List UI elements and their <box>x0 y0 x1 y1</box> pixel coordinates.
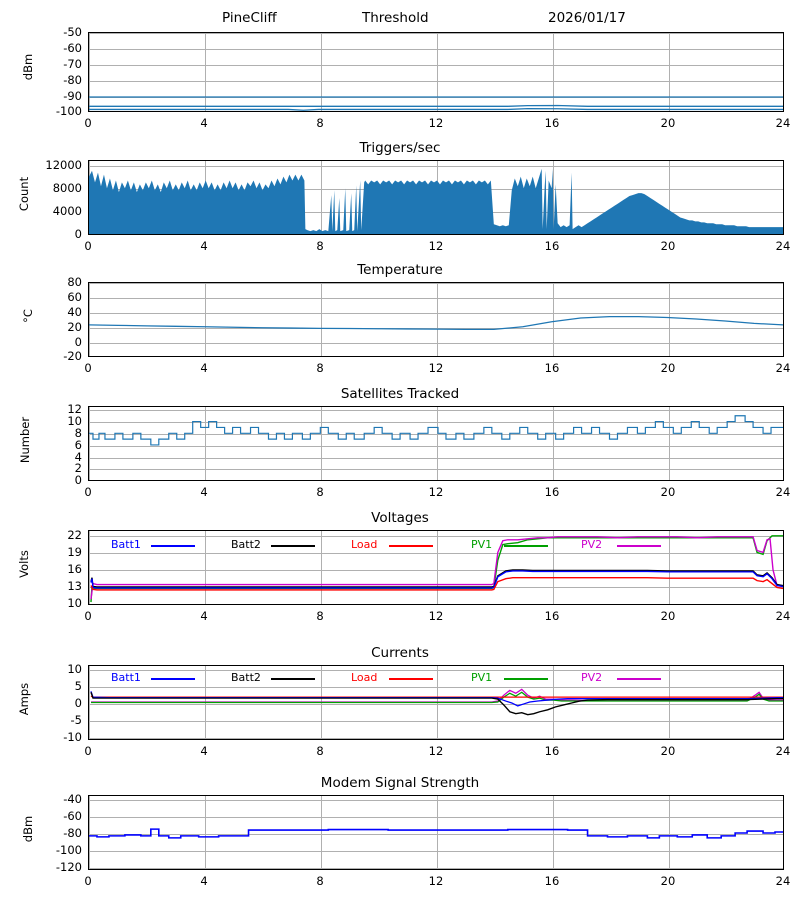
ytick: 16 <box>67 562 82 576</box>
legend-swatch-load <box>389 545 433 547</box>
xtick: 20 <box>660 239 676 253</box>
plot-area-threshold <box>88 32 784 112</box>
xtick: 16 <box>544 116 560 130</box>
xtick: 4 <box>200 609 208 623</box>
ytick: -60 <box>63 809 82 823</box>
xtick: 24 <box>775 485 791 499</box>
legend-swatch-pv1 <box>504 678 548 680</box>
legend-swatch-batt2 <box>271 678 315 680</box>
xtick: 12 <box>428 239 444 253</box>
series-triggers <box>89 161 783 234</box>
xtick: 0 <box>84 609 92 623</box>
ytick: 80 <box>67 275 82 289</box>
xtick: 20 <box>660 609 676 623</box>
ytick: 8000 <box>52 181 82 195</box>
legend-swatch-batt2 <box>271 545 315 547</box>
xtick: 12 <box>428 609 444 623</box>
chart-satellites <box>0 386 800 499</box>
ylabel-modem: dBm <box>21 815 35 843</box>
xtick: 12 <box>428 485 444 499</box>
plot-area-satellites <box>88 406 784 481</box>
plot-area-voltages <box>88 530 784 605</box>
ylabel-triggers: Count <box>17 176 31 212</box>
title-modem: Modem Signal Strength <box>320 775 480 791</box>
xtick: 8 <box>316 361 324 375</box>
ytick: 2 <box>74 461 82 475</box>
legend-label-load: Load <box>351 538 378 551</box>
plot-area-currents <box>88 665 784 740</box>
xtick: 16 <box>544 874 560 888</box>
xtick: 24 <box>775 239 791 253</box>
ytick: -40 <box>63 792 82 806</box>
xtick: 4 <box>200 874 208 888</box>
legend-swatch-batt1 <box>151 678 195 680</box>
xtick: 20 <box>660 485 676 499</box>
ytick: 0 <box>74 335 82 349</box>
title-satellites: Satellites Tracked <box>340 386 460 402</box>
title-voltages: Voltages <box>371 510 429 526</box>
xtick: 8 <box>316 485 324 499</box>
xtick: 0 <box>84 485 92 499</box>
series-temperature <box>89 283 783 356</box>
legend-swatch-pv2 <box>617 678 661 680</box>
xtick: 4 <box>200 485 208 499</box>
legend-label-pv1: PV1 <box>471 538 493 551</box>
xtick: 20 <box>660 116 676 130</box>
ytick: -5 <box>70 713 82 727</box>
legend-swatch-batt1 <box>151 545 195 547</box>
chart-triggers <box>0 140 800 253</box>
xtick: 20 <box>660 744 676 758</box>
xtick: 20 <box>660 361 676 375</box>
chart-temperature <box>0 262 800 375</box>
ytick: 10 <box>67 414 82 428</box>
station-title: PineCliff <box>222 10 277 26</box>
ytick: -120 <box>55 860 82 874</box>
xtick: 0 <box>84 744 92 758</box>
ytick: -100 <box>55 843 82 857</box>
chart-modem <box>0 775 800 890</box>
xtick: 4 <box>200 744 208 758</box>
ytick: 60 <box>67 290 82 304</box>
xtick: 20 <box>660 874 676 888</box>
xtick: 8 <box>316 744 324 758</box>
plot-area-modem <box>88 795 784 870</box>
ytick: 22 <box>67 528 82 542</box>
ytick: -90 <box>63 89 82 103</box>
legend-swatch-pv1 <box>504 545 548 547</box>
series-satellites <box>89 407 783 480</box>
xtick: 16 <box>544 609 560 623</box>
ytick: -10 <box>63 730 82 744</box>
ytick: 10 <box>67 596 82 610</box>
ytick: -100 <box>55 104 82 118</box>
series-voltages <box>89 531 783 604</box>
ytick: -80 <box>63 73 82 87</box>
ytick: -60 <box>63 41 82 55</box>
legend-label-batt1: Batt1 <box>111 538 141 551</box>
series-currents <box>89 666 783 739</box>
legend-label-batt2: Batt2 <box>231 671 261 684</box>
xtick: 4 <box>200 361 208 375</box>
plot-area-temperature <box>88 282 784 357</box>
ytick: 12000 <box>45 158 82 172</box>
ytick: -70 <box>63 57 82 71</box>
xtick: 16 <box>544 485 560 499</box>
legend-label-pv2: PV2 <box>581 538 603 551</box>
chart-voltages <box>0 510 800 623</box>
legend-label-batt1: Batt1 <box>111 671 141 684</box>
ytick: 6 <box>74 438 82 452</box>
legend-swatch-pv2 <box>617 545 661 547</box>
xtick: 0 <box>84 874 92 888</box>
chart-threshold <box>0 25 800 130</box>
legend-label-batt2: Batt2 <box>231 538 261 551</box>
xtick: 24 <box>775 874 791 888</box>
ytick: 4 <box>74 450 82 464</box>
xtick: 12 <box>428 361 444 375</box>
xtick: 24 <box>775 361 791 375</box>
xtick: 24 <box>775 116 791 130</box>
ytick: 8 <box>74 426 82 440</box>
plot-area-triggers <box>88 160 784 235</box>
date-title: 2026/01/17 <box>548 10 626 26</box>
xtick: 16 <box>544 239 560 253</box>
xtick: 12 <box>428 874 444 888</box>
xtick: 24 <box>775 744 791 758</box>
ytick: 5 <box>74 679 82 693</box>
xtick: 0 <box>84 239 92 253</box>
ytick: -20 <box>63 349 82 363</box>
ytick: 0 <box>74 227 82 241</box>
title-triggers: Triggers/sec <box>359 140 441 156</box>
ytick: 4000 <box>52 204 82 218</box>
ytick: -50 <box>63 25 82 39</box>
ylabel-threshold: dBm <box>21 53 35 81</box>
ytick: 19 <box>67 545 82 559</box>
legend-label-pv1: PV1 <box>471 671 493 684</box>
ytick: 0 <box>74 696 82 710</box>
ytick: -80 <box>63 826 82 840</box>
xtick: 12 <box>428 744 444 758</box>
xtick: 8 <box>316 874 324 888</box>
xtick: 8 <box>316 609 324 623</box>
ytick: 12 <box>67 402 82 416</box>
ytick: 13 <box>67 579 82 593</box>
xtick: 16 <box>544 361 560 375</box>
title-currents: Currents <box>371 645 429 661</box>
legend-label-load: Load <box>351 671 378 684</box>
ytick: 40 <box>67 305 82 319</box>
ylabel-currents: Amps <box>17 682 31 716</box>
xtick: 12 <box>428 116 444 130</box>
ytick: 0 <box>74 473 82 487</box>
legend-label-pv2: PV2 <box>581 671 603 684</box>
xtick: 0 <box>84 361 92 375</box>
ylabel-voltages: Volts <box>17 550 31 578</box>
xtick: 4 <box>200 116 208 130</box>
xtick: 4 <box>200 239 208 253</box>
ylabel-temperature: °C <box>21 309 35 323</box>
ylabel-satellites: Number <box>18 416 32 464</box>
mode-title: Threshold <box>362 10 429 26</box>
chart-currents <box>0 645 800 758</box>
title-temperature: Temperature <box>357 262 443 278</box>
xtick: 16 <box>544 744 560 758</box>
xtick: 8 <box>316 116 324 130</box>
series-modem <box>89 796 783 869</box>
xtick: 24 <box>775 609 791 623</box>
xtick: 0 <box>84 116 92 130</box>
series-threshold <box>89 33 783 111</box>
xtick: 8 <box>316 239 324 253</box>
ytick: 10 <box>67 662 82 676</box>
ytick: 20 <box>67 320 82 334</box>
legend-swatch-load <box>389 678 433 680</box>
